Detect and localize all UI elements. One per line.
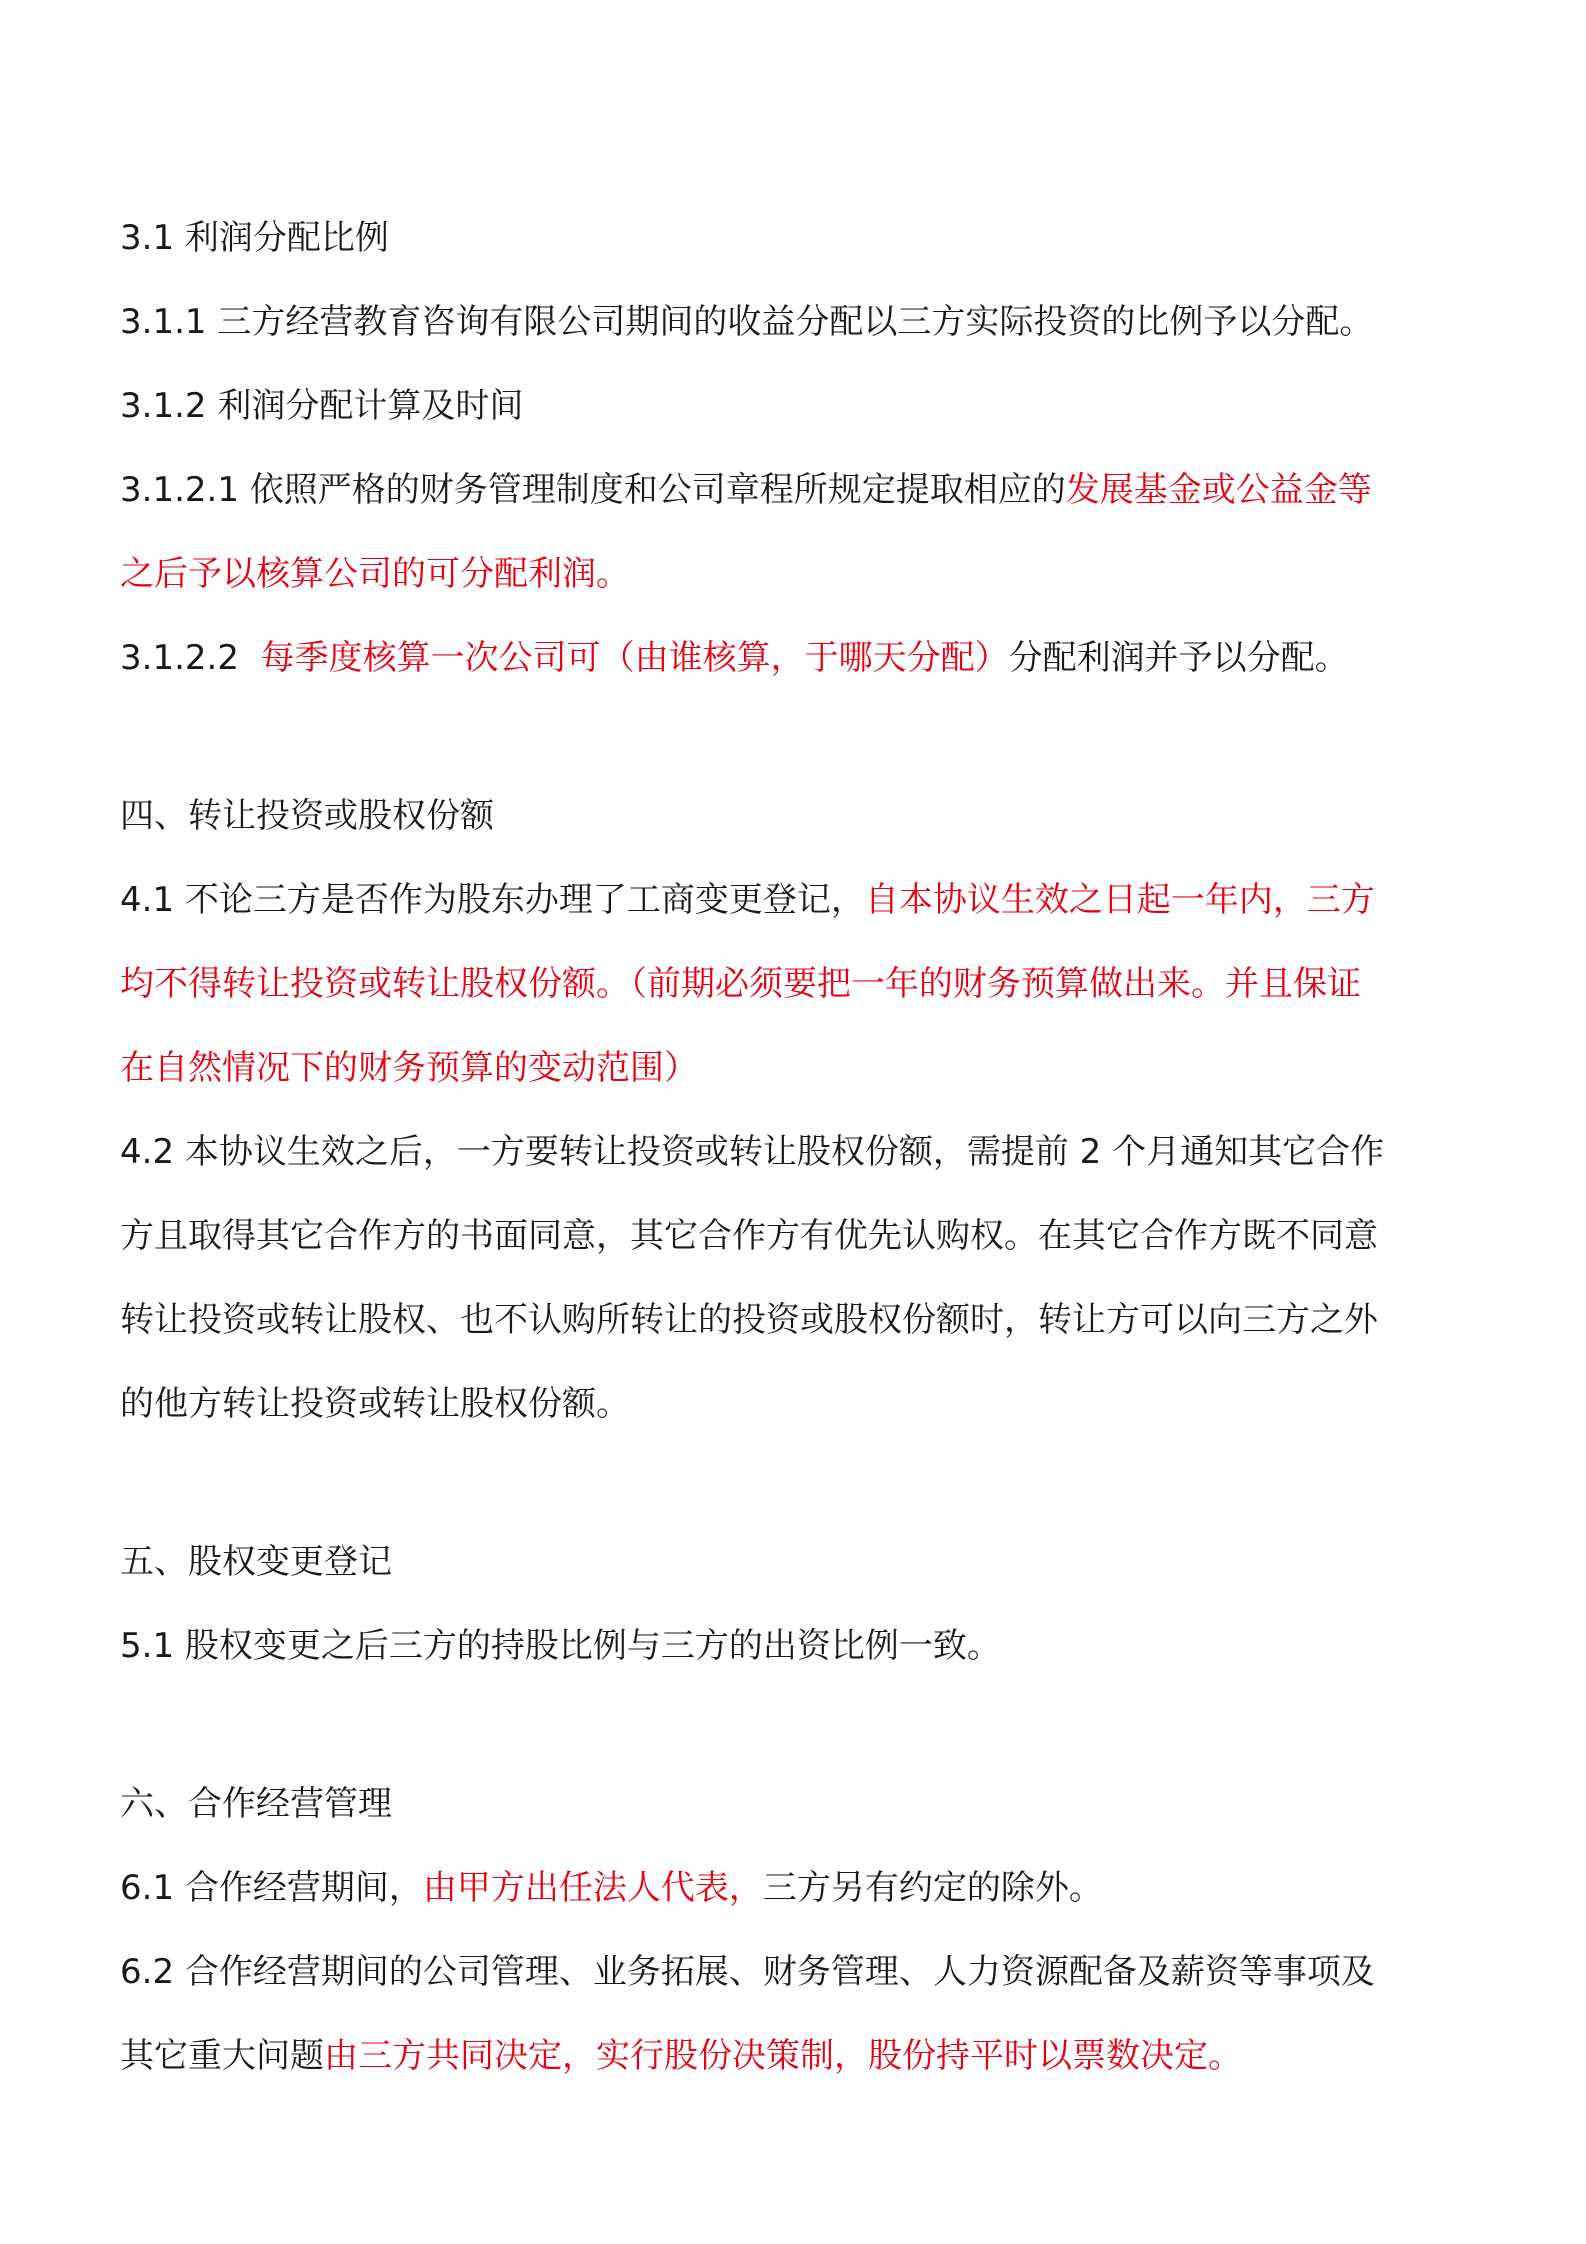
heading-3-1: 3.1 利润分配比例 [120,218,389,258]
paragraph-4-1-text: 4.1 不论三方是否作为股东办理了工商变更登记， [120,880,865,920]
paragraph-3-1-2-1-continued: 之后予以核算公司的可分配利润。 [120,554,630,594]
paragraph-4-1 [120,858,1492,942]
paragraph-4-1-line-2: 均不得转让投资或转让股权份额。（前期必须要把一年的财务预算做出来。并且保证 [120,964,1361,1004]
section-gap [120,700,1492,774]
paragraph-3-1-2-1 [120,448,1492,532]
heading-section-6: 六、合作经营管理 [120,1784,392,1824]
paragraph-3-1-2-1-highlight: 发展基金或公益金等 [1065,470,1372,510]
paragraph-6-2-line-1: 6.2 合作经营期间的公司管理、业务拓展、财务管理、人力资源配备及薪资等事项及 [120,1952,1375,1992]
paragraph-3-1-1: 3.1.1 三方经营教育咨询有限公司期间的收益分配以三方实际投资的比例予以分配。 [120,302,1374,342]
paragraph-3-1-2-2-highlight: 每季度核算一次公司可（由谁核算，于哪天分配） [260,638,1009,678]
paragraph-3-1-2-2-number: 3.1.2.2 [120,638,261,678]
paragraph-4-2-line-2: 方且取得其它合作方的书面同意，其它合作方有优先认购权。在其它合作方既不同意 [120,1216,1378,1256]
paragraph-3-1-2-2 [120,616,1492,700]
paragraph-4-1-line-3: 在自然情况下的财务预算的变动范围） [120,1048,698,1088]
paragraph-6-1-highlight: 由甲方出任法人代表， [422,1868,763,1908]
paragraph-6-1-text: 6.1 合作经营期间， [120,1868,423,1908]
paragraph-4-1-highlight: 自本协议生效之日起一年内，三方 [864,880,1375,920]
heading-3-1-2: 3.1.2 利润分配计算及时间 [120,386,524,426]
heading-section-5: 五、股权变更登记 [120,1542,392,1582]
paragraph-4-2-line-4: 的他方转让投资或转让股权份额。 [120,1384,630,1424]
paragraph-6-2-line-2 [120,2014,1492,2098]
paragraph-5-1: 5.1 股权变更之后三方的持股比例与三方的出资比例一致。 [120,1626,1001,1666]
paragraph-6-1 [120,1846,1492,1930]
paragraph-4-2-line-1: 4.2 本协议生效之后，一方要转让投资或转让股权份额，需提前 2 个月通知其它合作 [120,1132,1385,1172]
paragraph-3-1-2-1-text: 3.1.2.1 依照严格的财务管理制度和公司章程所规定提取相应的 [120,470,1066,510]
heading-section-4: 四、转让投资或股权份额 [120,796,494,836]
paragraph-6-2-text: 其它重大问题 [120,2036,324,2076]
paragraph-4-2-line-3: 转让投资或转让股权、也不认购所转让的投资或股权份额时，转让方可以向三方之外 [120,1300,1378,1340]
paragraph-6-2-highlight: 由三方共同决定，实行股份决策制，股份持平时以票数决定。 [324,2036,1242,2076]
paragraph-3-1-2-2-text: 分配利润并予以分配。 [1008,638,1349,678]
paragraph-6-1-text-end: 三方另有约定的除外。 [762,1868,1103,1908]
section-gap [120,1688,1492,1762]
section-gap [120,1446,1492,1520]
